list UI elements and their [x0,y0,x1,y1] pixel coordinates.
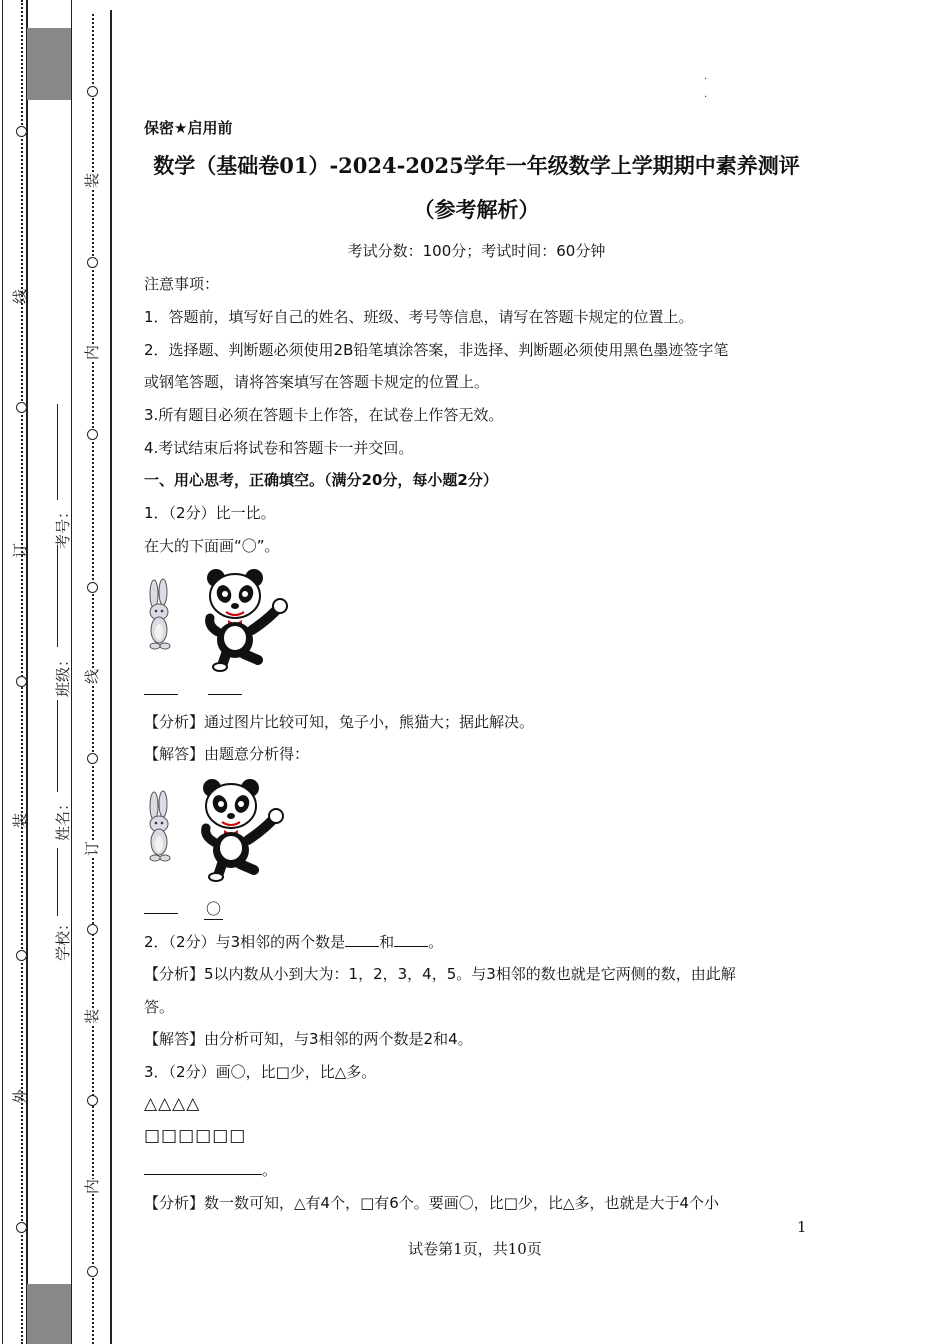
q2-blank-1[interactable] [345,932,379,947]
field-exam-number-label: 考号： [54,503,73,550]
field-school-label: 学校： [54,915,73,962]
rabbit-illustration [150,791,170,861]
inner-cut-circle [87,1095,98,1106]
panda-illustration [207,569,287,671]
exam-info: 考试分数：100分；考试时间：60分钟 [347,242,606,260]
notice-item: 2．选择题、判断题必须使用2B铅笔填涂答案，非选择、判断题必须使用黑色墨迹签字笔 [144,341,729,359]
inner-cut-circle [87,86,98,97]
q1-solution-blanks [144,898,223,920]
outer-label: 外 [11,1088,30,1105]
q1-blank-panda[interactable] [208,680,242,695]
q1-solution-blank-rabbit [144,899,178,914]
inner-label: 订 [83,840,102,857]
outer-cut-circle [16,402,27,413]
binding-border-line [110,10,112,1344]
notice-item: 3.所有题目必须在答题卡上作答，在试卷上作答无效。 [144,406,504,424]
corner-dot: · [704,92,708,103]
q3-blank[interactable] [144,1160,262,1175]
inner-label: 内 [83,1178,102,1195]
q1-solution-figure [144,774,294,890]
q3-analysis: 【分析】数一数可知，△有4个，□有6个。要画〇，比□少，比△多，也就是大于4个小 [144,1194,720,1212]
q2-stem-part: 2．（2分）与3相邻的两个数是 [144,933,346,951]
page-title: 数学（基础卷01）-2024-2025学年一年级数学上学期期中素养测评 [153,153,800,178]
binding-outer-border [2,0,28,1344]
q2-analysis: 【分析】5以内数从小到大为：1，2，3，4，5。与3相邻的数也就是它两侧的数，由此解 [144,965,736,983]
field-school-line[interactable] [57,848,58,916]
page-footer: 试卷第1页，共10页 [408,1240,542,1258]
outer-label: 装 [11,812,30,829]
inner-cut-circle [87,582,98,593]
field-name-label: 姓名： [54,795,73,842]
outer-label: 线 [11,288,30,305]
inner-label: 内 [83,344,102,361]
notice-heading: 注意事项： [144,275,220,293]
q3-answer-line [144,1159,277,1180]
inner-cut-circle [87,1266,98,1277]
q1-stem: 1．（2分）比一比。 [144,504,276,522]
q1-solution-label: 【解答】由题意分析得： [144,745,310,763]
q2-stem-part: 。 [428,933,444,951]
q1-solution-blank-panda [204,898,223,920]
outer-cut-circle [16,126,27,137]
inner-label: 线 [83,668,102,685]
inner-cut-circle [87,753,98,764]
notice-item: 4.考试结束后将试卷和答题卡一并交回。 [144,439,414,457]
rabbit-panda-illustration [144,566,294,672]
page-title-sub: （参考解析） [413,197,540,222]
outer-cut-line [21,0,23,1344]
corner-dot: · [704,74,708,85]
binding-gray-block-top [26,28,72,100]
q1-analysis: 【分析】通过图片比较可知，兔子小，熊猫大；据此解决。 [144,713,535,731]
q3-triangles: △△△△ [144,1094,201,1114]
q1-instruction: 在大的下面画“〇”。 [144,537,280,555]
q1-question-figure [144,566,294,676]
q2-stem-part: 和 [379,933,395,951]
q1-answer-blanks [144,680,242,699]
q2-blank-2[interactable] [394,932,428,947]
field-class-line[interactable] [57,545,58,647]
q1-answer-mark: 〇 [206,900,222,918]
outer-label: 订 [11,542,30,559]
notice-item: 或钢笔答题，请将答案填写在答题卡规定的位置上。 [144,373,490,391]
outer-cut-circle [16,676,27,687]
outer-cut-circle [16,1222,27,1233]
q2-analysis-cont: 答。 [144,998,175,1016]
notice-item: 1．答题前，填写好自己的姓名、班级、考号等信息，请写在答题卡规定的位置上。 [144,308,694,326]
panda-illustration [203,779,283,881]
section-heading: 一、用心思考，正确填空。（满分20分，每小题2分） [144,471,498,489]
field-name-line[interactable] [57,700,58,792]
binding-gray-block-bottom [26,1284,72,1344]
inner-cut-circle [87,924,98,935]
q2-stem [144,931,443,952]
q2-solution: 【解答】由分析可知，与3相邻的两个数是2和4。 [144,1030,473,1048]
q3-squares: □□□□□□ [144,1126,247,1146]
inner-label: 装 [83,172,102,189]
q3-stem: 3．（2分）画〇，比□少，比△多。 [144,1063,377,1081]
q3-blank-tail: 。 [262,1161,278,1179]
field-class-label: 班级： [54,651,73,698]
q1-blank-rabbit[interactable] [144,680,178,695]
inner-cut-circle [87,257,98,268]
field-exam-number-line[interactable] [57,404,58,500]
secret-label: 保密★启用前 [144,119,233,137]
rabbit-illustration [150,579,170,649]
outer-cut-circle [16,950,27,961]
page-number: 1 [797,1218,807,1236]
inner-label: 装 [83,1008,102,1025]
rabbit-panda-illustration [144,774,294,886]
inner-cut-circle [87,429,98,440]
